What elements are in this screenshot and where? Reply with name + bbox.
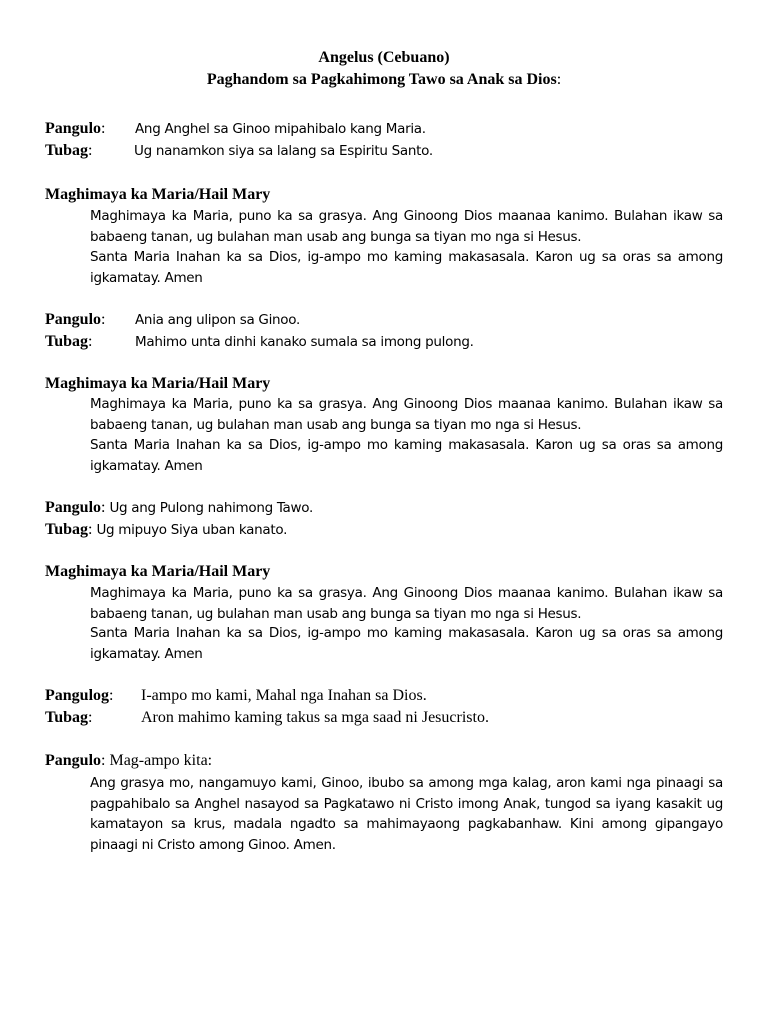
leader-label: Pangulo (45, 752, 102, 769)
hail-mary-paragraph-2b: Santa Maria Inahan ka sa Dios, ig-ampo mo kaming makasasala. Karon ug sa oras sa among igkamatay. Amen (90, 437, 723, 474)
versicle-1-leader: Pangulo: Ang Anghel sa Ginoo mipahibalo kang Maria. (45, 120, 426, 137)
leader-text: Ug ang Pulong nahimong Tawo. (109, 500, 313, 516)
leader-label: Pangulo (45, 311, 102, 328)
hail-mary-paragraph-3b: Santa Maria Inahan ka sa Dios, ig-ampo mo kaming makasasala. Karon ug sa oras sa among igkamatay. Amen (90, 625, 723, 662)
response-text: Mahimo unta dinhi kanako sumala sa imong pulong. (135, 334, 474, 350)
leader-text: I-ampo mo kami, Mahal nga Inahan sa Dios. (141, 687, 427, 704)
closing-prayer-paragraph: Ang grasya mo, nangamuyo kami, Ginoo, ibubo sa among mga kalag, aron kami nga pinaagi sa pagpahibalo sa Anghel nasayod sa Pagkatawo ni Cristo imong Anak, tungod sa iyang kasakit ug kamatayon sa krus, madala ngadto sa mahimayaong pagkabanhaw. Kini among gipangayo pinaagi ni Cristo among Ginoo. Amen. (90, 775, 723, 853)
leader-label: Pangulo (45, 499, 102, 516)
hail-mary-heading-2: Maghimaya ka Maria/Hail Mary (45, 375, 271, 392)
response-label: Tubag (45, 142, 88, 159)
hail-mary-paragraph-3a: Maghimaya ka Maria, puno ka sa grasya. Ang Ginoong Dios maanaa kanimo. Bulahan ikaw sa babaeng tanan, ug bulahan man usab ang bunga sa tiyan mo nga si Hesus. (90, 585, 723, 622)
hail-mary-heading-3: Maghimaya ka Maria/Hail Mary (45, 563, 271, 580)
closing-leader: Pangulo: Mag-ampo kita: (45, 752, 213, 769)
leader-label: Pangulog (45, 687, 110, 704)
response-label: Tubag (45, 709, 88, 726)
leader-text: Ania ang ulipon sa Ginoo. (135, 312, 300, 328)
response-label: Tubag (45, 521, 88, 538)
versicle-4-leader: Pangulog: I-ampo mo kami, Mahal nga Inahan sa Dios. (45, 687, 427, 704)
versicle-2-response: Tubag: Mahimo unta dinhi kanako sumala sa imong pulong. (45, 333, 474, 350)
title-line-1: Angelus (Cebuano) (318, 49, 450, 66)
versicle-4-response: Tubag: Aron mahimo kaming takus sa mga saad ni Jesucristo. (45, 709, 489, 726)
hail-mary-paragraph-1b: Santa Maria Inahan ka sa Dios, ig-ampo mo kaming makasasala. Karon ug sa oras sa among igkamatay. Amen (90, 249, 723, 286)
leader-label: Pangulo (45, 120, 102, 137)
leader-text: Ang Anghel sa Ginoo mipahibalo kang Maria. (135, 121, 426, 137)
response-text: Aron mahimo kaming takus sa mga saad ni Jesucristo. (141, 709, 489, 726)
response-text: Ug nanamkon siya sa lalang sa Espiritu Santo. (134, 143, 433, 159)
response-label: Tubag (45, 333, 88, 350)
title-line-2-text: Paghandom sa Pagkahimong Tawo sa Anak sa Dios (206, 71, 557, 88)
hail-mary-paragraph-1a: Maghimaya ka Maria, puno ka sa grasya. Ang Ginoong Dios maanaa kanimo. Bulahan ikaw sa babaeng tanan, ug bulahan man usab ang bunga sa tiyan mo nga si Hesus. (90, 208, 723, 245)
title-line-2-colon: : (556, 71, 562, 88)
versicle-3-leader: Pangulo: Ug ang Pulong nahimong Tawo. (45, 499, 313, 516)
versicle-3-response: Tubag: Ug mipuyo Siya uban kanato. (45, 521, 288, 538)
response-text: Ug mipuyo Siya uban kanato. (96, 522, 288, 538)
versicle-2-leader: Pangulo: Ania ang ulipon sa Ginoo. (45, 311, 300, 328)
title-line-2 (0, 69, 768, 91)
hail-mary-paragraph-2a: Maghimaya ka Maria, puno ka sa grasya. Ang Ginoong Dios maanaa kanimo. Bulahan ikaw sa babaeng tanan, ug bulahan man usab ang bunga sa tiyan mo nga si Hesus. (90, 396, 723, 433)
versicle-1-response: Tubag: Ug nanamkon siya sa lalang sa Espiritu Santo. (45, 142, 433, 159)
hail-mary-heading-1: Maghimaya ka Maria/Hail Mary (45, 186, 271, 203)
document-title (0, 47, 768, 91)
leader-text: Mag-ampo kita: (109, 752, 213, 769)
